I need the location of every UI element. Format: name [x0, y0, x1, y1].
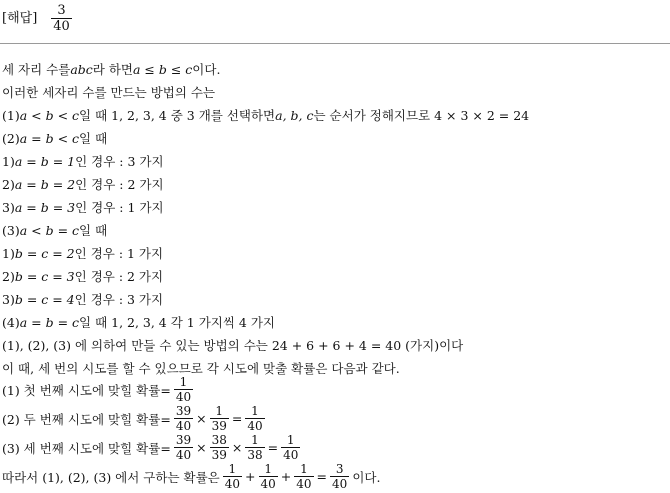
denominator: 40	[247, 419, 263, 433]
text: 는 순서가 정해지므로 4 × 3 × 2 = 24	[313, 108, 530, 123]
numerator: 1	[228, 462, 237, 476]
math: a = b < c	[19, 130, 80, 146]
text: 세 자리 수를	[2, 62, 71, 77]
answer-fraction	[51, 4, 72, 33]
numerator: 3	[335, 462, 344, 476]
numerator: 39	[175, 433, 192, 447]
text: 따라서 (1), (2), (3) 에서 구하는 확률은	[2, 469, 220, 485]
fraction	[281, 434, 300, 461]
solution-line-11	[2, 290, 163, 308]
solution-line-13: (1), (2), (3) 에 의하여 만들 수 있는 방법의 수는 24 + 6 + 6 + 4 = 40 (가지)이다	[2, 338, 464, 353]
text: 인 경우 : 1 가지	[74, 246, 164, 261]
fraction	[174, 376, 193, 403]
text: 이다.	[352, 469, 381, 485]
text: 일 때	[79, 223, 108, 238]
text: 2)	[2, 176, 15, 192]
fraction	[245, 434, 264, 461]
text: (3) 세 번째 시도에 맞힐 확률=	[2, 440, 171, 456]
math: b = c = 3	[14, 268, 75, 284]
text: (4)	[2, 314, 20, 330]
probability-line-3	[2, 434, 303, 461]
answer-label: [해답]	[2, 11, 38, 26]
numerator: 1	[179, 375, 188, 389]
numerator: 1	[215, 404, 224, 418]
denominator: 40	[296, 477, 312, 491]
math: a = b = 3	[14, 199, 76, 215]
text: (1)	[2, 107, 20, 123]
text: (2)	[2, 130, 20, 146]
solution-line-3	[2, 106, 529, 124]
math: b = c = 4	[14, 291, 75, 307]
operator: ×	[231, 440, 243, 455]
text: 라 하면	[92, 62, 133, 77]
operator: ×	[196, 411, 207, 426]
text: (3)	[2, 222, 20, 238]
math: a = b = 1	[14, 153, 76, 169]
solution-line-7	[2, 198, 164, 216]
text: 인 경우 : 3 가지	[74, 292, 164, 307]
denominator: 40	[332, 477, 348, 491]
solution-line-8	[2, 221, 107, 239]
denominator: 40	[175, 390, 192, 404]
text: 3)	[2, 199, 15, 215]
probability-line-1	[2, 376, 196, 403]
math: a = b = 2	[14, 176, 76, 192]
fraction	[174, 434, 193, 461]
text: 2)	[2, 268, 15, 284]
math: a < b = c	[19, 222, 80, 238]
answer-header	[2, 4, 75, 33]
operator: =	[267, 440, 279, 455]
operator: ×	[196, 440, 207, 455]
solution-line-1	[2, 60, 220, 78]
text: (2) 두 번째 시도에 맞힐 확률=	[2, 411, 171, 427]
text: (1) 첫 번째 시도에 맞힐 확률=	[2, 382, 171, 398]
math: a < b < c	[19, 107, 80, 123]
text: 인 경우 : 2 가지	[75, 177, 164, 192]
numerator: 38	[211, 433, 227, 447]
math: abc	[70, 61, 93, 77]
denominator: 40	[283, 448, 299, 462]
answer-denominator: 40	[53, 19, 70, 34]
text: 1)	[2, 153, 15, 169]
denominator: 40	[260, 477, 276, 491]
math: b = c = 2	[14, 245, 75, 261]
solution-line-5	[2, 152, 164, 170]
numerator: 1	[300, 462, 308, 476]
numerator: 39	[175, 404, 192, 418]
fraction	[259, 463, 278, 490]
numerator: 1	[264, 462, 272, 476]
operator: =	[231, 411, 243, 426]
denominator: 39	[211, 448, 227, 462]
math: a = b = c	[19, 314, 80, 330]
solution-line-10	[2, 267, 163, 285]
solution-line-2: 이러한 세자리 수를 만드는 방법의 수는	[2, 85, 216, 100]
fraction	[174, 405, 193, 432]
solution-line-12	[2, 313, 275, 331]
text: 인 경우 : 3 가지	[75, 154, 164, 169]
fraction	[223, 463, 242, 490]
denominator: 40	[175, 419, 192, 433]
text: 일 때 1, 2, 3, 4 각 1 가지씩 4 가지	[79, 315, 275, 330]
operator: +	[245, 469, 256, 484]
denominator: 39	[211, 419, 227, 433]
final-answer-line	[2, 463, 380, 490]
answer-numerator: 3	[57, 3, 66, 18]
numerator: 1	[286, 433, 295, 447]
fraction	[245, 405, 264, 432]
text: 인 경우 : 2 가지	[74, 269, 164, 284]
text: 일 때 1, 2, 3, 4 중 3 개를 선택하면	[79, 108, 276, 123]
operator: =	[316, 469, 328, 484]
denominator: 38	[247, 448, 263, 462]
numerator: 1	[251, 404, 259, 418]
divider	[0, 43, 670, 44]
probability-line-2	[2, 405, 268, 432]
solution-line-4	[2, 129, 107, 147]
fraction	[330, 463, 349, 490]
solution-line-14: 이 때, 세 번의 시도를 할 수 있으므로 각 시도에 맞출 확률은 다음과 같다.	[2, 361, 400, 376]
text: 인 경우 : 1 가지	[75, 200, 164, 215]
text: 1)	[2, 245, 15, 261]
fraction	[294, 463, 313, 490]
solution-line-6	[2, 175, 164, 193]
text: 이다.	[192, 62, 221, 77]
text: 일 때	[79, 131, 108, 146]
denominator: 40	[175, 448, 192, 462]
operator: +	[280, 469, 292, 484]
denominator: 40	[224, 477, 241, 491]
fraction	[210, 434, 229, 461]
math: a, b, c	[275, 107, 314, 123]
text: 3)	[2, 291, 15, 307]
math: a ≤ b ≤ c	[133, 61, 193, 77]
numerator: 1	[251, 433, 259, 447]
fraction	[210, 405, 229, 432]
solution-line-9	[2, 244, 163, 262]
